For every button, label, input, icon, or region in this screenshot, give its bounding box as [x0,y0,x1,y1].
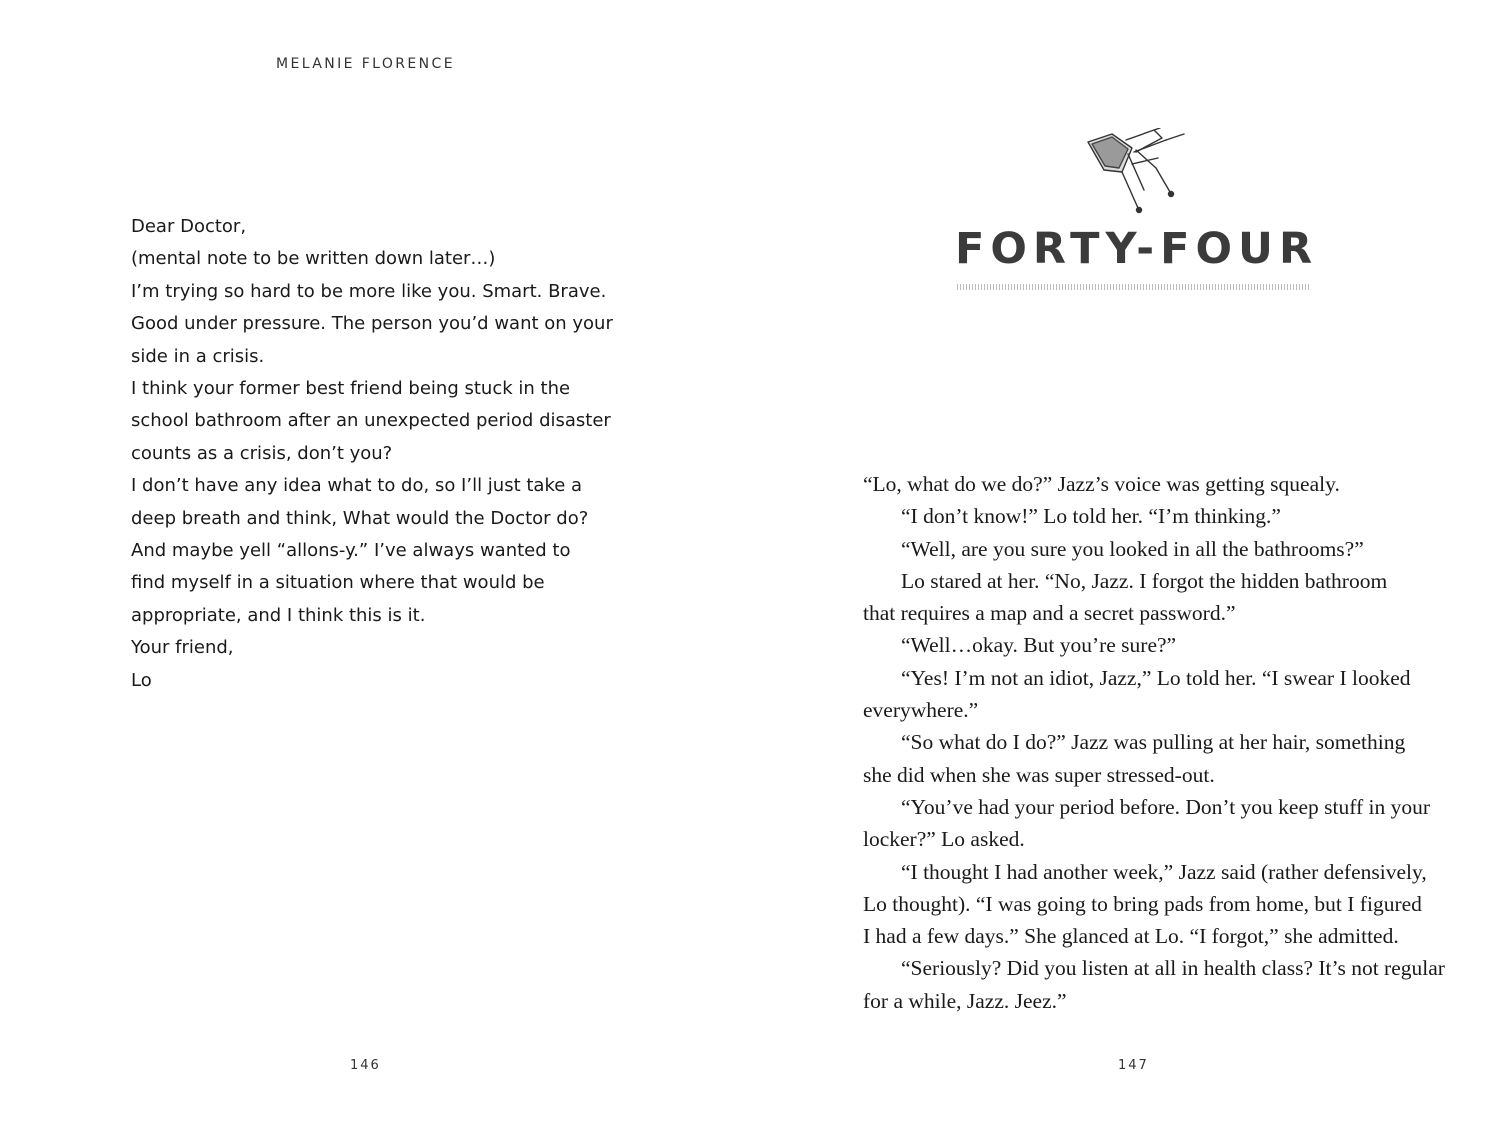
page-number-right: 147 [1118,1058,1149,1073]
page-number-left: 146 [350,1058,381,1073]
prose-line: that requires a map and a secret password.” [863,601,1236,626]
prose-line: she did when she was super stressed-out. [863,762,1215,787]
chapter-divider-rule [957,284,1311,290]
prose-line: Lo thought). “I was going to bring pads from home, but I figured [863,891,1422,916]
prose-line: “Seriously? Did you listen at all in health class? It’s not regular [901,956,1445,981]
letter-line: Dear Doctor, [131,216,247,237]
prose-line: everywhere.” [863,698,979,723]
letter-line: side in a crisis. [131,345,265,367]
letter-line: I’m trying so hard to be more like you. Smart. Brave. [131,280,607,302]
prose-line: for a while, Jazz. Jeez.” [863,988,1067,1013]
running-head-author: MELANIE FLORENCE [276,56,455,72]
prose-line: “Lo, what do we do?” Jazz’s voice was getting squealy. [863,472,1340,496]
prose-line: “Yes! I’m not an idiot, Jazz,” Lo told her. “I swear I looked [901,665,1411,690]
letter-line: appropriate, and I think this is it. [131,604,426,626]
letter-block [131,211,631,697]
chapter-title: FORTY-FOUR [955,224,1319,274]
letter-line: I think your former best friend being stuck in the [131,378,571,400]
prose-line: I had a few days.” She glanced at Lo. “I forgot,” she admitted. [863,924,1399,949]
letter-line: Your friend, [131,637,234,659]
prose-line: “So what do I do?” Jazz was pulling at her hair, something [901,730,1406,755]
prose-line: “I don’t know!” Lo told her. “I’m thinking.” [901,504,1281,529]
letter-line: And maybe yell “allons-y.” I’ve always wanted to [131,540,571,562]
right-page [750,0,1500,1125]
letter-line: (mental note to be written down later…) [131,248,496,270]
letter-line: I don’t have any idea what to do, so I’ll just take a [131,475,583,497]
prose-line: Lo stared at her. “No, Jazz. I forgot the hidden bathroom [901,568,1388,593]
prose-line: “You’ve had your period before. Don’t you keep stuff in your [901,794,1431,819]
prose-line: “Well, are you sure you looked in all the bathrooms?” [901,536,1364,561]
letter-line: deep breath and think, What would the Doctor do? [131,507,589,529]
letter-line: Lo [131,669,152,691]
school-chair-icon [1082,128,1190,218]
letter-line: school bathroom after an unexpected period disaster [131,410,611,432]
prose-line: locker?” Lo asked. [863,827,1025,852]
prose-block [863,468,1445,1017]
prose-line: “Well…okay. But you’re sure?” [901,633,1177,658]
letter-line: Good under pressure. The person you’d want on your [131,313,613,335]
letter-line: counts as a crisis, don’t you? [131,442,393,464]
letter-line: find myself in a situation where that would be [131,572,545,594]
prose-line: “I thought I had another week,” Jazz said (rather defensively, [901,859,1427,884]
